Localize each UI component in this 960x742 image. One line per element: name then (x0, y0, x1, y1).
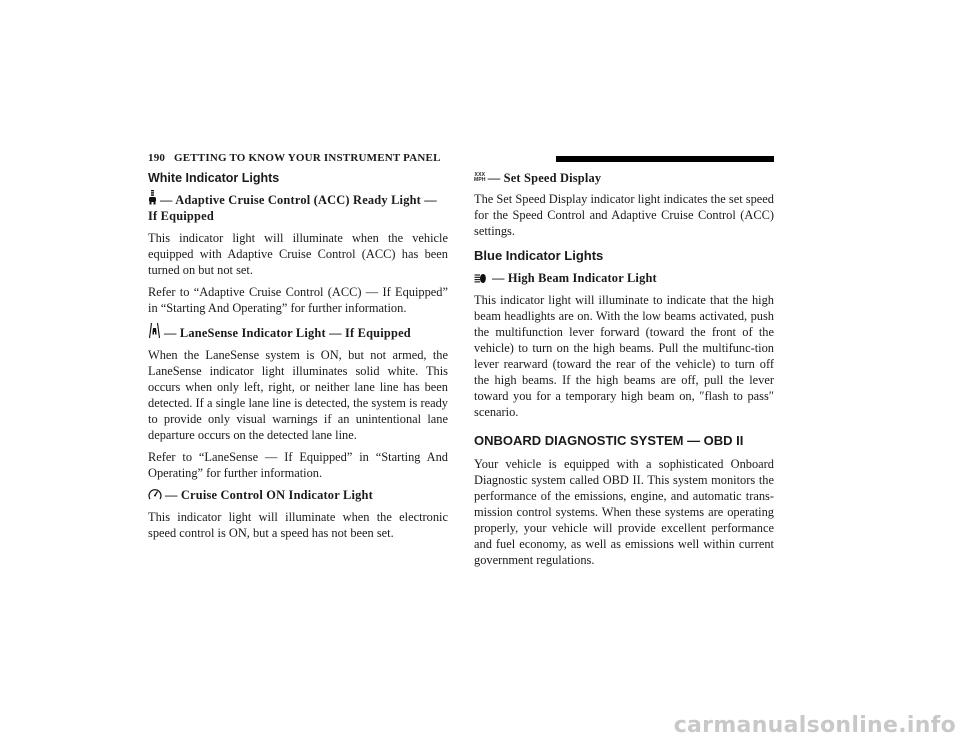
set-speed-title: XXX MPH — Set Speed Display (474, 171, 602, 185)
cruise-on-body: This indicator light will illuminate when the electronic speed control is ON, but a speed has not been set. (148, 510, 448, 540)
lanesense-ref: Refer to “LaneSense — If Equipped” in “Starting And Operating” for further information. (148, 450, 448, 480)
high-beam-body: This indicator light will illuminate to indicate that the high beam headlights are on. With the low beams activated, push the multifunction lever forward (toward the front of the vehicle) to turn on the high beams. Pull the multifunc-tion lever rearward (toward the rear of the vehicle) to turn off the high beams. If the high beams are off, pull the lever toward you for a temporary high beam on, ″flash to pass″ scenario. (474, 293, 774, 419)
left-column (148, 170, 448, 541)
acc-ready-title-2: If Equipped (148, 209, 214, 223)
speedometer-icon (148, 488, 162, 501)
header-rule (556, 156, 774, 162)
acc-ready-title: — Adaptive Cruise Control (ACC) Ready Light — (148, 190, 448, 208)
set-speed-body: The Set Speed Display indicator light indicates the set speed for the Speed Control and Adaptive Cruise Control (ACC) settings. (474, 192, 774, 238)
obd-body: Your vehicle is equipped with a sophisticated Onboard Diagnostic system called OBD II. This system monitors the performance of the emissions, engine, and automatic trans-mission control systems. When these systems are operating properly, your vehicle will provide excellent performance and fuel economy, as well as emissions well within current government regulations. (474, 457, 774, 567)
white-indicator-heading: White Indicator Lights (148, 171, 280, 185)
lanesense-body: When the LaneSense system is ON, but not armed, the LaneSense indicator light illuminates solid white. This occurs when only left, right, or neither lane line has been detected. If a single lane line is detected, the system is ready to provide only visual warnings if an unintentional lane departure occurs on the detected lane line. (148, 348, 448, 442)
high-beam-title: — High Beam Indicator Light (474, 270, 774, 286)
acc-ready-body: This indicator light will illuminate when the vehicle equipped with Adaptive Cruise Control (ACC) has been turned on but not set. (148, 231, 448, 277)
set-speed-icon: XXX MPH (474, 172, 486, 183)
watermark: carmanualsonline.info (673, 713, 956, 738)
page-header (148, 150, 774, 166)
blue-indicator-heading: Blue Indicator Lights (474, 248, 604, 263)
cruise-on-title: — Cruise Control ON Indicator Light (148, 487, 448, 503)
lanesense-title: — LaneSense Indicator Light — If Equipped (148, 322, 448, 341)
obd-heading: ONBOARD DIAGNOSTIC SYSTEM — OBD II (474, 433, 744, 448)
acc-ready-ref: Refer to “Adaptive Cruise Control (ACC) — If Equipped” in “Starting And Operating” for further information. (148, 285, 448, 315)
right-column (474, 170, 774, 568)
acc-ready-icon (148, 190, 157, 206)
page-header-text: 190 GETTING TO KNOW YOUR INSTRUMENT PANEL (148, 152, 441, 164)
lanesense-icon (148, 322, 161, 339)
high-beam-icon (474, 273, 489, 284)
